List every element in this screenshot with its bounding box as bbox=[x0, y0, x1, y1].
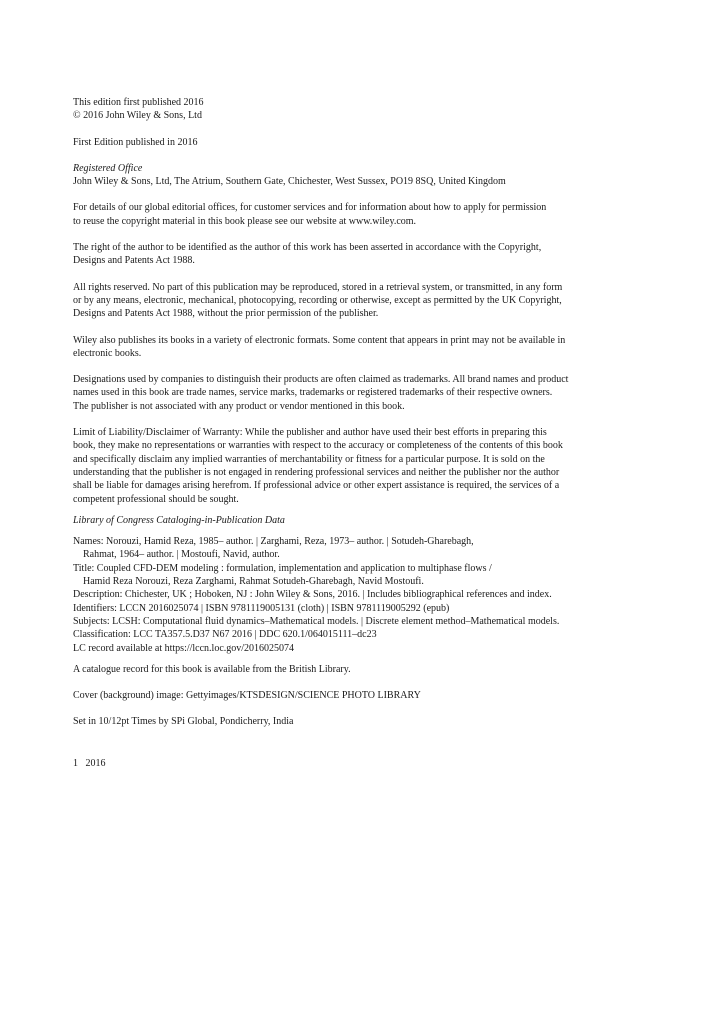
copyright-page bbox=[73, 96, 633, 783]
electronic-formats-block bbox=[73, 334, 633, 361]
liability-line: Limit of Liability/Disclaimer of Warranty: While the publisher and author have used their best efforts in preparing this bbox=[73, 427, 547, 439]
liability-line: and specifically disclaim any implied warranties of merchantability or fitness for a particular purpose. It is sold on the bbox=[73, 453, 545, 465]
cip-title-continued: Hamid Reza Norouzi, Reza Zarghami, Rahmat Sotudeh-Gharebagh, Navid Mostoufi. bbox=[83, 576, 424, 588]
first-edition-line: First Edition published in 2016 bbox=[73, 136, 198, 148]
cip-subjects: Subjects: LCSH: Computational fluid dynamics–Mathematical models. | Discrete element method–Mathematical models. bbox=[73, 615, 560, 627]
cip-classification: Classification: LCC TA357.5.D37 N67 2016 | DDC 620.1/064015111–dc23 bbox=[73, 629, 377, 641]
liability-line: shall be liable for damages arising herefrom. If professional advice or other expert assistance is required, the services of a bbox=[73, 480, 560, 492]
edition-line: This edition first published 2016 bbox=[73, 97, 204, 108]
all-rights-line: All rights reserved. No part of this publication may be reproduced, stored in a retrieval system, or transmitted, in any form bbox=[73, 281, 563, 293]
cip-names: Names: Norouzi, Hamid Reza, 1985– author. | Zarghami, Reza, 1973– author. | Sotudeh-Gharebagh, bbox=[73, 536, 474, 548]
liability-line: understanding that the publisher is not engaged in rendering professional services and neither the publisher nor the author bbox=[73, 466, 560, 478]
cover-credit-line: Cover (background) image: Gettyimages/KTSDESIGN/SCIENCE PHOTO LIBRARY bbox=[73, 690, 421, 702]
all-rights-line: Designs and Patents Act 1988, without the prior permission of the publisher. bbox=[73, 308, 379, 320]
cip-names-continued: Rahmat, 1964– author. | Mostoufi, Navid, author. bbox=[83, 549, 280, 561]
typeset-block bbox=[73, 715, 633, 728]
editorial-block bbox=[73, 201, 633, 228]
author-rights-line: Designs and Patents Act 1988. bbox=[73, 255, 195, 267]
first-edition-block bbox=[73, 136, 633, 149]
electronic-formats-line: Wiley also publishes its books in a variety of electronic formats. Some content that appears in print may not be available in bbox=[73, 334, 566, 346]
cover-credit-block bbox=[73, 689, 633, 702]
cip-heading: Library of Congress Cataloging-in-Publication Data bbox=[73, 514, 285, 526]
liability-line: book, they make no representations or warranties with respect to the accuracy or completeness of the contents of this book bbox=[73, 440, 563, 452]
cip-lc-record: LC record available at https://lccn.loc.gov/2016025074 bbox=[73, 642, 295, 654]
typeset-line: Set in 10/12pt Times by SPi Global, Pondicherry, India bbox=[73, 716, 294, 728]
trademarks-line: The publisher is not associated with any product or vendor mentioned in this book. bbox=[73, 400, 405, 412]
author-rights-block bbox=[73, 241, 633, 268]
all-rights-block bbox=[73, 281, 633, 321]
cip-data-block bbox=[73, 535, 633, 655]
trademarks-line: names used in this book are trade names, service marks, trademarks or registered trademarks of their respective owners. bbox=[73, 387, 553, 399]
liability-block bbox=[73, 426, 633, 506]
trademarks-block bbox=[73, 373, 633, 413]
printing-line: 1 2016 bbox=[73, 757, 106, 769]
cip-heading-block bbox=[73, 514, 633, 527]
registered-office-address: John Wiley & Sons, Ltd, The Atrium, Southern Gate, Chichester, West Sussex, PO19 8SQ, United Kingdom bbox=[73, 176, 506, 188]
cip-description: Description: Chichester, UK ; Hoboken, NJ : John Wiley & Sons, 2016. | Includes bibliographical references and index. bbox=[73, 589, 552, 601]
trademarks-line: Designations used by companies to distinguish their products are often claimed as trademarks. All brand names and product bbox=[73, 374, 569, 386]
liability-line: competent professional should be sought. bbox=[73, 493, 239, 505]
editorial-line: For details of our global editorial offices, for customer services and for information about how to apply for permission bbox=[73, 202, 547, 214]
electronic-formats-line: electronic books. bbox=[73, 347, 142, 359]
registered-office-block bbox=[73, 162, 633, 189]
printing-line-block bbox=[73, 757, 633, 770]
edition-block bbox=[73, 96, 633, 123]
registered-office-heading: Registered Office bbox=[73, 162, 143, 174]
cip-identifiers: Identifiers: LCCN 2016025074 | ISBN 9781119005131 (cloth) | ISBN 9781119005292 (epub) bbox=[73, 602, 450, 614]
british-library-block bbox=[73, 663, 633, 676]
author-rights-line: The right of the author to be identified as the author of this work has been asserted in accordance with the Copyright, bbox=[73, 242, 542, 254]
cip-title: Title: Coupled CFD-DEM modeling : formulation, implementation and application to multiphase flows / bbox=[73, 562, 492, 574]
all-rights-line: or by any means, electronic, mechanical, photocopying, recording or otherwise, except as permitted by the UK Copyright, bbox=[73, 294, 562, 306]
editorial-line: to reuse the copyright material in this book please see our website at www.wiley.com. bbox=[73, 215, 417, 227]
british-library-line: A catalogue record for this book is available from the British Library. bbox=[73, 663, 351, 675]
copyright-line: © 2016 John Wiley & Sons, Ltd bbox=[73, 110, 202, 122]
